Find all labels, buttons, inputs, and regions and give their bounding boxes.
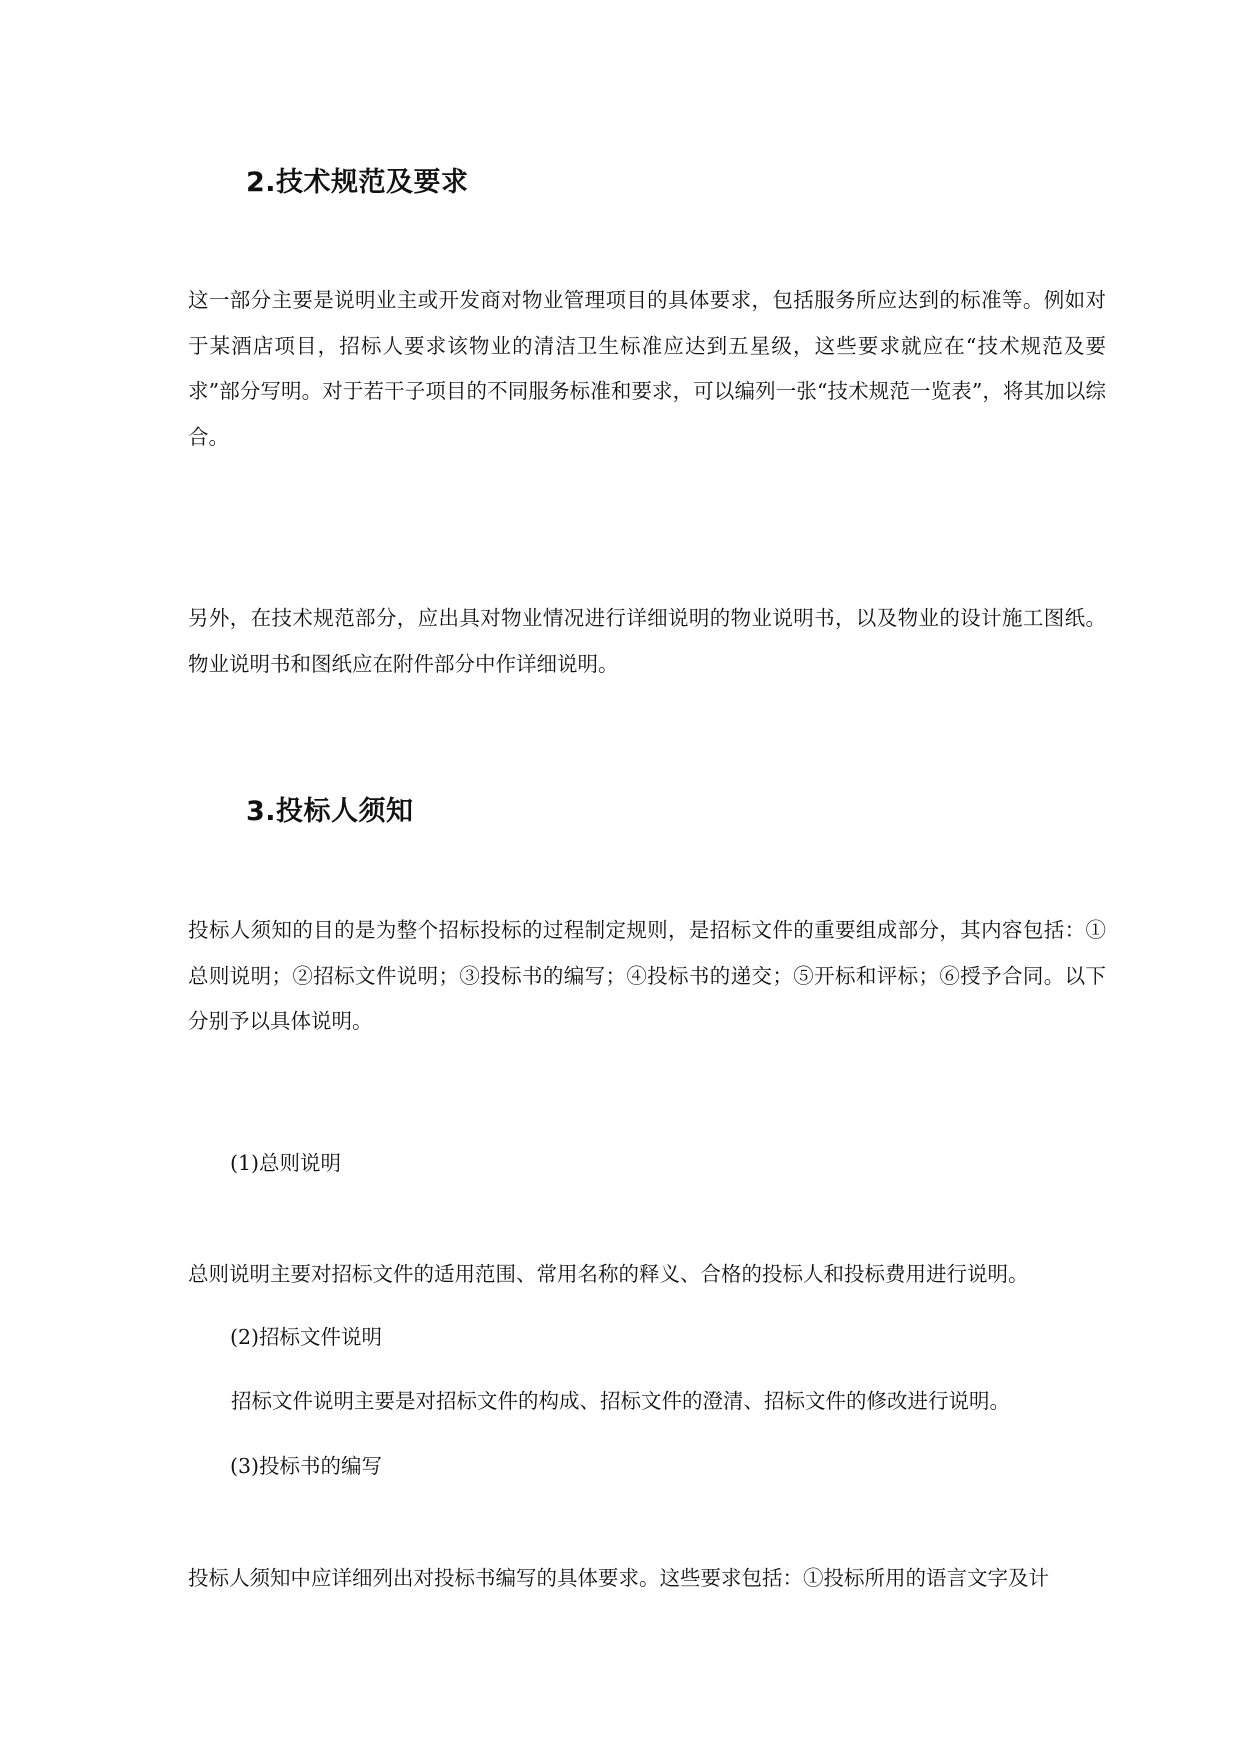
subsection-2-title: (2)招标文件说明 [230,1325,383,1349]
subsection-3-title: (3)投标书的编写 [230,1454,383,1478]
subsection-2-text: 招标文件说明主要是对招标文件的构成、招标文件的澄清、招标文件的修改进行说明。 [231,1389,1010,1413]
subsection-1-title: (1)总则说明 [230,1151,342,1175]
section-3-heading: 3.投标人须知 [246,796,414,827]
section-2-heading: 2.技术规范及要求 [246,167,469,198]
section-2-paragraph-2: 另外，在技术规范部分，应出具对物业情况进行详细说明的物业说明书，以及物业的设计施工图纸。物业说明书和图纸应在附件部分中作详细说明。 [188,606,1106,676]
subsection-1-text: 总则说明主要对招标文件的适用范围、常用名称的释义、合格的投标人和投标费用进行说明。 [188,1262,1029,1286]
subsection-3-text: 投标人须知中应详细列出对投标书编写的具体要求。这些要求包括：①投标所用的语言文字及计 [188,1566,1049,1590]
section-3-intro: 投标人须知的目的是为整个招标投标的过程制定规则，是招标文件的重要组成部分，其内容包括：①总则说明；②招标文件说明；③投标书的编写；④投标书的递交；⑤开标和评标；⑥授予合同。以下分别予以具体说明。 [188,918,1106,1033]
section-2-paragraph-1: 这一部分主要是说明业主或开发商对物业管理项目的具体要求，包括服务所应达到的标准等。例如对于某酒店项目，招标人要求该物业的清洁卫生标准应达到五星级，这些要求就应在“技术规范及要求”部分写明。对于若干子项目的不同服务标准和要求，可以编列一张“技术规范一览表”，将其加以综合。 [188,288,1106,449]
